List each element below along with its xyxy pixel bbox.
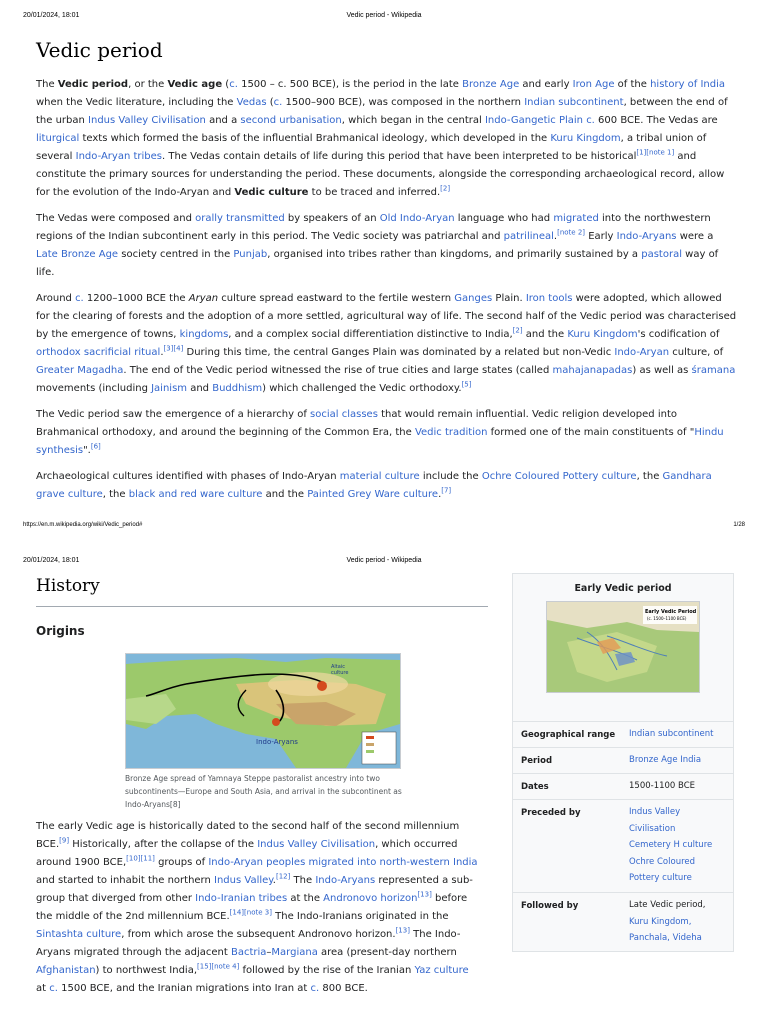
infobox-title: Early Vedic period — [574, 583, 672, 594]
link[interactable]: c. — [310, 983, 320, 994]
link[interactable]: Iron tools — [525, 293, 573, 304]
infobox-key: Preceded by — [521, 808, 581, 818]
origins-text — [36, 818, 478, 998]
print-datetime: 20/01/2024, 18:01 — [23, 557, 80, 564]
map-caption: Bronze Age spread of Yamnaya Steppe pastoralist ancestry into two subcontinents—Europe and South Asia, and arrival in the subcontinent as Indo-Aryans[8] — [125, 774, 402, 809]
svg-text:(c. 1500–1100 BCE): (c. 1500–1100 BCE) — [647, 616, 687, 621]
infobox-value: 1500-1100 BCE — [629, 781, 696, 791]
link[interactable]: Margiana — [271, 947, 318, 958]
infobox-row-geographical-range — [513, 721, 733, 747]
link[interactable]: Indo-Aryan tribes — [75, 151, 163, 162]
svg-text:Early Vedic Period: Early Vedic Period — [645, 609, 697, 615]
link[interactable]: Indo-Aryans — [315, 875, 376, 886]
link[interactable]: social classes — [310, 409, 378, 420]
infobox-value-link[interactable]: Kuru Kingdom, — [629, 916, 692, 927]
infobox-value-link[interactable]: Indus Valley — [629, 807, 681, 817]
section-heading-history: History — [36, 576, 100, 596]
link[interactable]: c. — [273, 97, 283, 108]
svg-text:Indo-Aryans: Indo-Aryans — [256, 738, 298, 746]
infobox-value: Late Vedic period, — [629, 900, 706, 910]
link[interactable]: Painted Grey Ware culture — [307, 489, 439, 500]
link[interactable]: migrated — [553, 213, 599, 224]
link[interactable]: Indus Valley Civilisation — [257, 839, 376, 850]
link[interactable]: orthodox sacrificial ritual — [36, 347, 161, 358]
link[interactable]: Late Bronze Age — [36, 249, 119, 260]
link[interactable]: c. — [229, 79, 238, 90]
link[interactable]: Bactria — [230, 947, 267, 958]
link[interactable]: Indo-Aryans — [616, 231, 677, 242]
svg-text:Altaic: Altaic — [331, 664, 345, 670]
link[interactable]: liturgical — [36, 133, 80, 144]
paragraph: Around c. 1200–1000 BCE the Aryan culture spread eastward to the fertile western Ganges Plain. Iron tools were adopted, which allowed for the clearing of forests and the adoption of a more settled, agricultural way of life. The second half of the Vedic period was characterised by the emergence of towns, kingdoms, and a complex social differentiation distinctive to India,[2] and the Kuru Kingdom's codification of orthodox sacrificial ritual.[3][4] During this time, the central Ganges Plain was dominated by a related but non-Vedic Indo-Aryan culture, of Greater Magadha. The end of the Vedic period witnessed the rise of true cities and large states (called mahajanapadas) as well as śramana movements (including Jainism and Buddhism) which challenged the Vedic orthodoxy.[5] — [36, 293, 737, 394]
link[interactable]: Buddhism — [212, 383, 263, 394]
link[interactable]: Indo-Iranian tribes — [195, 893, 288, 904]
print-datetime: 20/01/2024, 18:01 — [23, 12, 80, 19]
link[interactable]: second urbanisation — [240, 115, 342, 126]
link[interactable]: Gandhara grave culture — [36, 471, 712, 500]
link[interactable]: Indus Valley Civilisation — [88, 115, 206, 126]
infobox-row-preceded-by — [513, 799, 733, 892]
link[interactable]: patrilineal — [503, 231, 554, 242]
page-title: Vedic period — [36, 38, 163, 62]
print-header-page-1 — [0, 0, 768, 19]
paragraph: The early Vedic age is historically dated to the second half of the second millennium BCE.[9] Historically, after the collapse of the Indus Valley Civilisation, which occurred around 1900 BCE,[10][11] groups of Indo-Aryan peoples migrated into north-western India and started to inhabit the northern Indus Valley.[12] The Indo-Aryans represented a sub-group that diverged from other Indo-Iranian tribes at the Andronovo horizon[13] before the middle of the 2nd millennium BCE.[14][note 3] The Indo-Iranians originated in the Sintashta culture, from which arose the subsequent Andronovo horizon.[13] The Indo-Aryans migrated through the adjacent Bactria–Margiana area (present-day northern Afghanistan) to northwest India,[15][note 4] followed by the rise of the Iranian Yaz culture at c. 1500 BCE, and the Iranian migrations into Iran at c. 800 BCE. — [36, 821, 478, 994]
print-page-number: 1/28 — [733, 522, 745, 528]
link[interactable]: Sintashta culture — [36, 929, 122, 940]
infobox-value-link[interactable]: Civilisation — [629, 823, 676, 834]
link[interactable]: Kuru Kingdom — [550, 133, 621, 144]
infobox-key: Geographical range — [521, 730, 616, 740]
infobox — [512, 573, 734, 952]
link[interactable]: Ganges — [454, 293, 493, 304]
link[interactable]: Hindu synthesis — [36, 427, 724, 456]
link[interactable]: c. — [586, 115, 595, 126]
link[interactable]: Bronze Age — [462, 79, 520, 90]
subsection-heading-origins: Origins — [36, 624, 85, 638]
early-vedic-map[interactable] — [546, 601, 700, 693]
link[interactable]: c. — [49, 983, 58, 994]
link[interactable]: Yaz culture — [414, 965, 469, 976]
infobox-value-link[interactable]: Cemetery H culture — [629, 840, 713, 850]
link[interactable]: Indo-Aryan peoples migrated into north-western India — [208, 857, 478, 868]
link[interactable]: kingdoms — [179, 329, 229, 340]
link[interactable]: orally transmitted — [195, 213, 285, 224]
link[interactable]: history of India — [650, 79, 726, 90]
link[interactable]: Indian subcontinent — [524, 97, 624, 108]
paragraph: Archaeological cultures identified with phases of Indo-Aryan material culture include the Ochre Coloured Pottery culture, the Gandhara grave culture, the black and red ware culture and the Painted Grey Ware culture.[7] — [36, 471, 712, 500]
print-url: https://en.m.wikipedia.org/wiki/Vedic_period# — [23, 522, 143, 528]
link[interactable]: material culture — [339, 471, 420, 482]
infobox-key: Dates — [521, 782, 549, 792]
link[interactable]: Indo-Aryan — [614, 347, 670, 358]
link[interactable]: mahajanapadas — [552, 365, 633, 376]
infobox-key: Followed by — [521, 901, 579, 911]
infobox-value-link[interactable]: Bronze Age India — [629, 755, 702, 765]
infobox-row-dates — [513, 773, 733, 799]
link[interactable]: Punjab — [233, 249, 268, 260]
print-title: Vedic period - Wikipedia — [346, 12, 422, 19]
link[interactable]: Vedic tradition — [414, 427, 488, 438]
print-title: Vedic period - Wikipedia — [346, 557, 422, 564]
link[interactable]: Andronovo horizon — [323, 893, 418, 904]
link[interactable]: śramana — [691, 365, 736, 376]
paragraph: The Vedas were composed and orally transmitted by speakers of an Old Indo-Aryan language who had migrated into the northwestern regions of the Indian subcontinent early in this period. The Vedic society was patriarchal and patrilineal.[note 2] Early Indo-Aryans were a Late Bronze Age society centred in the Punjab, organised into tribes rather than kingdoms, and primarily sustained by a pastoral way of life. — [36, 213, 719, 278]
paragraph: The Vedic period saw the emergence of a hierarchy of social classes that would remain influential. Vedic religion developed into Brahmanical orthodoxy, and around the beginning of the Common Era, the Vedic tradition formed one of the main constituents of "Hindu synthesis".[6] — [36, 409, 724, 456]
paragraph: The Vedic period, or the Vedic age (c. 1500 – c. 500 BCE), is the period in the late Bronze Age and early Iron Age of the history of India when the Vedic literature, including the Vedas (c. 1500–900 BCE), was composed in the northern Indian subcontinent, between the end of the urban Indus Valley Civilisation and a second urbanisation, which began in the central Indo-Gangetic Plain c. 600 BCE. The Vedas are liturgical texts which formed the basis of the influential Brahmanical ideology, which developed in the Kuru Kingdom, a tribal union of several Indo-Aryan tribes. The Vedas contain details of life during this period that have been interpreted to be historical[1][note 1] and constitute the primary sources for understanding the period. These documents, alongside the corresponding archaeological record, allow for the evolution of the Indo-Aryan and Vedic culture to be traced and inferred.[2] — [36, 79, 728, 198]
link[interactable]: Indo-Gangetic Plain — [484, 115, 583, 126]
link[interactable]: Greater Magadha — [36, 365, 124, 376]
yamnaya-migration-map[interactable] — [125, 653, 401, 769]
link[interactable]: Vedas — [236, 97, 267, 108]
infobox-value-link[interactable]: Pottery culture — [629, 873, 692, 883]
link[interactable]: black and red ware culture — [128, 489, 263, 500]
section-divider — [36, 606, 488, 607]
link[interactable]: Kuru Kingdom — [567, 329, 638, 340]
infobox-value-link[interactable]: Panchala, Videha — [629, 933, 702, 943]
link[interactable]: Indus Valley — [214, 875, 273, 886]
link[interactable]: Ochre Coloured Pottery culture — [481, 471, 637, 482]
article-lead — [36, 76, 738, 512]
link[interactable]: c. — [75, 293, 84, 304]
infobox-row-followed-by — [513, 892, 733, 951]
link[interactable]: Iron Age — [572, 79, 615, 90]
link[interactable]: Afghanistan — [36, 965, 96, 976]
print-header-page-2 — [0, 545, 768, 564]
infobox-value-link[interactable]: Ochre Coloured — [629, 856, 696, 867]
infobox-row-period — [513, 747, 733, 773]
infobox-key: Period — [521, 756, 553, 766]
infobox-value-link[interactable]: Indian subcontinent — [629, 729, 714, 739]
link[interactable]: Old Indo-Aryan — [379, 213, 455, 224]
link[interactable]: Jainism — [151, 383, 188, 394]
svg-text:culture: culture — [331, 670, 349, 676]
link[interactable]: pastoral — [641, 249, 682, 260]
